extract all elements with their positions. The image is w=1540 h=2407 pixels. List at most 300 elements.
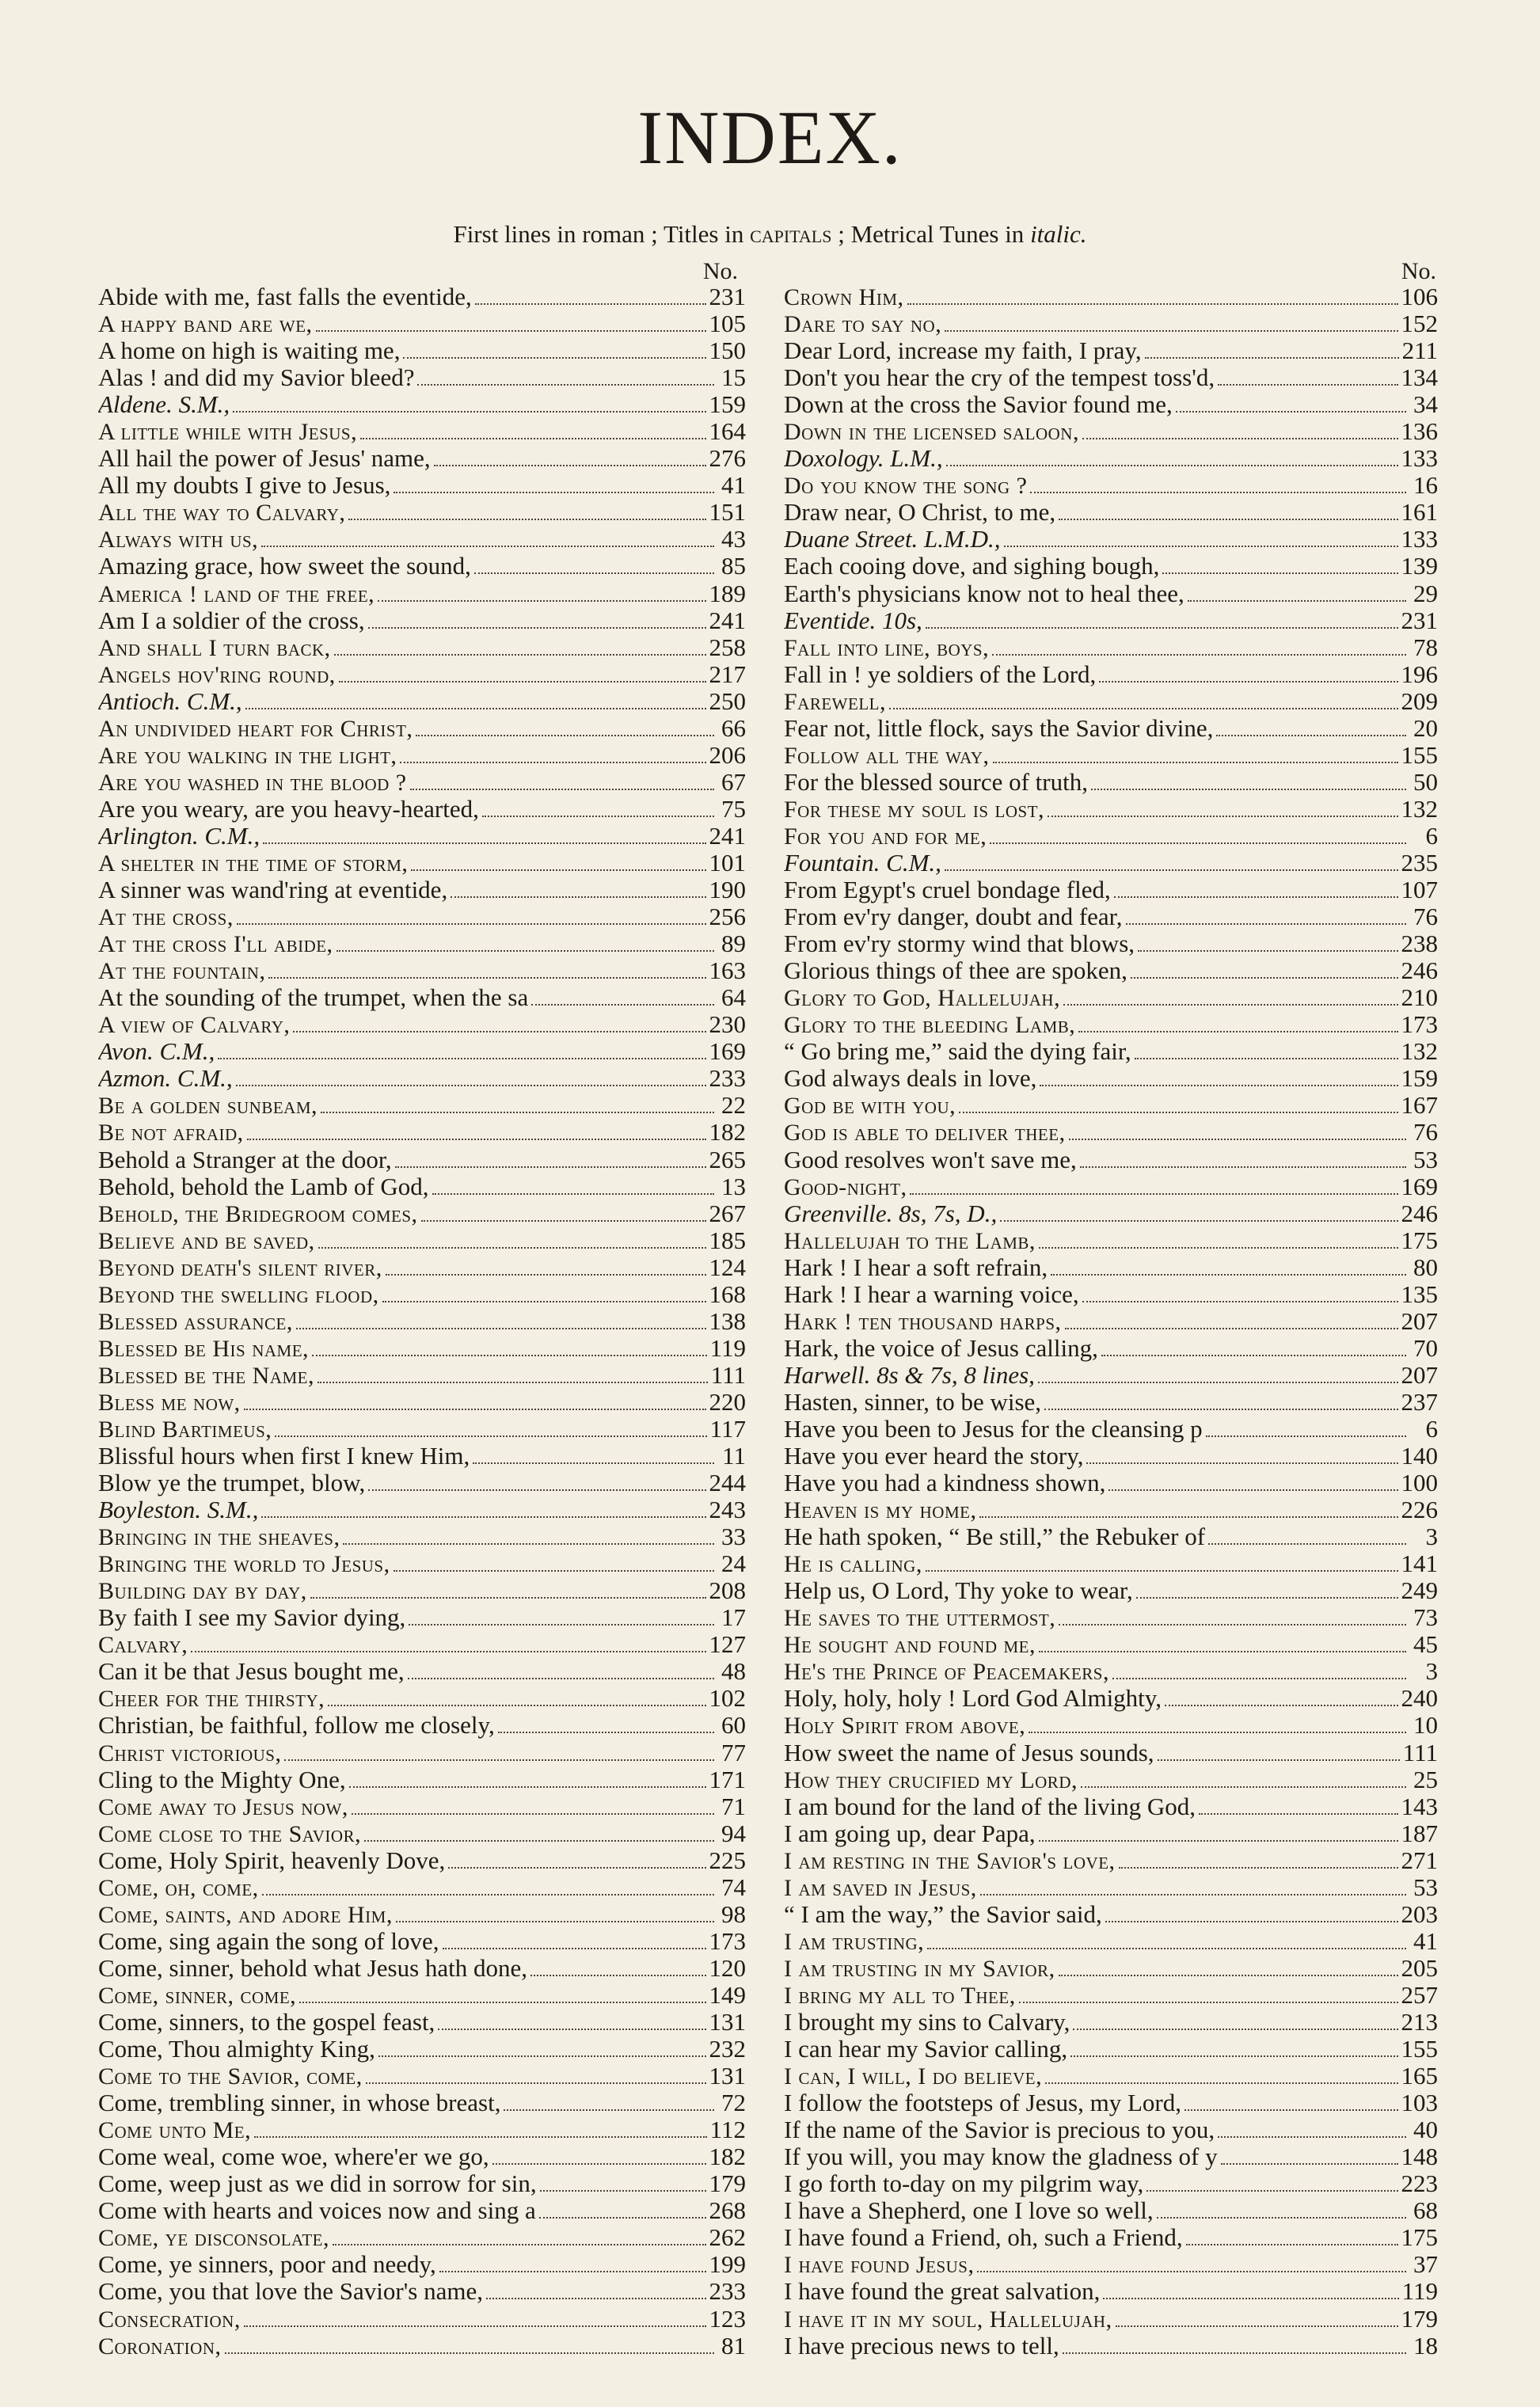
entry-text: At the cross,: [98, 904, 234, 931]
entry-text: Blessed assurance,: [98, 1308, 293, 1335]
entry-text: Bringing in the sheaves,: [98, 1524, 340, 1551]
dot-leader: [1114, 896, 1398, 898]
entry-text: Aldene. S.M.,: [98, 391, 230, 419]
dot-leader: [411, 869, 705, 871]
dot-leader: [408, 1678, 714, 1679]
hymn-number: 22: [721, 1092, 746, 1120]
index-entry: [98, 1038, 746, 1065]
index-entry: [784, 2333, 1438, 2359]
hymn-number: 127: [709, 1631, 746, 1659]
index-entry: [784, 1065, 1438, 1092]
entry-text: I am resting in the Savior's love,: [784, 1847, 1116, 1874]
entry-text: Coronation,: [98, 2333, 222, 2359]
dot-leader: [1080, 1166, 1406, 1168]
entry-text: Draw near, O Christ, to me,: [784, 499, 1056, 527]
index-entry: [784, 580, 1438, 607]
index-entry: [784, 445, 1438, 472]
hymn-number: 85: [721, 553, 746, 580]
dot-leader: [432, 1193, 714, 1195]
dot-leader: [926, 1570, 1398, 1572]
hymn-number: 231: [709, 283, 746, 310]
entry-text: Hark ! ten thousand harps,: [784, 1308, 1062, 1335]
index-entry: [98, 769, 746, 796]
legend-italic: italic.: [1030, 220, 1087, 248]
dot-leader: [1158, 1759, 1400, 1761]
entry-text: Blissful hours when first I knew Him,: [98, 1443, 470, 1470]
hymn-number: 25: [1413, 1766, 1438, 1793]
entry-text: Cheer for the thirsty,: [98, 1686, 325, 1713]
entry-text: God be with you,: [784, 1093, 956, 1120]
entry-text: Farewell,: [784, 688, 886, 715]
hymn-number: 76: [1413, 1119, 1438, 1146]
index-entry: [784, 2116, 1438, 2143]
entry-text: At the sounding of the trumpet, when the sa: [98, 984, 529, 1012]
hymn-number: 173: [709, 1927, 746, 1955]
dot-leader: [448, 1867, 705, 1869]
dot-leader: [1000, 1220, 1397, 1222]
index-entry: [98, 1577, 746, 1604]
hymn-number: 94: [721, 1820, 746, 1847]
dot-leader: [486, 2298, 706, 2299]
hymn-number: 164: [709, 418, 746, 446]
dot-leader: [275, 1435, 706, 1437]
entry-text: From ev'ry stormy wind that blows,: [784, 930, 1135, 958]
index-entry: [784, 688, 1438, 715]
hymn-number: 105: [709, 310, 746, 338]
entry-text: Be a golden sunbeam,: [98, 1093, 318, 1120]
hymn-number: 111: [710, 1361, 746, 1389]
hymn-number: 250: [709, 687, 746, 715]
entry-text: Follow all the way,: [784, 742, 990, 769]
entry-text: By faith I see my Savior dying,: [98, 1604, 406, 1632]
dot-leader: [262, 1894, 714, 1896]
entry-text: Good resolves won't save me,: [784, 1146, 1077, 1173]
index-entry: [784, 957, 1438, 984]
entry-text: How they crucified my Lord,: [784, 1766, 1078, 1793]
dot-leader: [1221, 2163, 1398, 2165]
index-entry: [98, 2009, 746, 2036]
dot-leader: [364, 1840, 714, 1842]
entry-text: Each cooing dove, and sighing bough,: [784, 553, 1160, 580]
index-entry: [98, 1173, 746, 1200]
entry-text: Crown Him,: [784, 284, 904, 310]
entry-text: At the fountain,: [98, 958, 266, 985]
index-entry: [784, 1362, 1438, 1389]
index-entry: [784, 1146, 1438, 1173]
entry-text: Avon. C.M.,: [98, 1038, 215, 1066]
entry-text: Hark, the voice of Jesus calling,: [784, 1334, 1098, 1362]
index-entry: [784, 1173, 1438, 1200]
dot-leader: [539, 2217, 706, 2219]
entry-text: Blessed be His name,: [98, 1335, 310, 1362]
hymn-number: 131: [709, 2009, 746, 2036]
dot-leader: [1039, 1840, 1398, 1842]
entry-text: Have you had a kindness shown,: [784, 1470, 1106, 1497]
dot-leader: [434, 465, 706, 466]
entry-text: How sweet the name of Jesus sounds,: [784, 1739, 1154, 1766]
dot-leader: [474, 572, 714, 574]
dot-leader: [1135, 1058, 1398, 1059]
index-entry: [98, 1254, 746, 1281]
hymn-number: 165: [1401, 2063, 1438, 2090]
index-entry: [98, 391, 746, 418]
hymn-number: 163: [709, 957, 746, 985]
hymn-number: 159: [709, 391, 746, 419]
index-entry: [784, 1577, 1438, 1604]
index-entry: [98, 2251, 746, 2278]
hymn-number: 168: [709, 1280, 746, 1308]
dot-leader: [945, 330, 1397, 332]
index-entry: [98, 1928, 746, 1955]
hymn-number: 235: [1401, 849, 1438, 876]
entry-text: Holy, holy, holy ! Lord God Almighty,: [784, 1685, 1162, 1713]
hymn-number: 132: [1401, 1038, 1438, 1066]
entry-text: Abide with me, fast falls the eventide,: [98, 283, 472, 310]
dot-leader: [368, 627, 706, 629]
index-entry: [98, 553, 746, 580]
dot-leader: [1145, 357, 1399, 359]
dot-leader: [979, 1516, 1397, 1518]
dot-leader: [1086, 1462, 1397, 1464]
entry-text: Hark ! I hear a warning voice,: [784, 1280, 1079, 1308]
hymn-number: 135: [1401, 1280, 1438, 1308]
entry-text: Glory to God, Hallelujah,: [784, 985, 1061, 1012]
entry-text: I am trusting,: [784, 1928, 925, 1955]
entry-text: Doxology. L.M.,: [784, 445, 943, 473]
hymn-number: 257: [1401, 1981, 1438, 2009]
dot-leader: [1126, 923, 1407, 925]
index-entry: [98, 1389, 746, 1416]
dot-leader: [927, 1948, 1406, 1949]
index-entry: [784, 1038, 1438, 1065]
dot-leader: [926, 627, 1398, 629]
dot-leader: [403, 357, 705, 359]
entry-text: Come, ye disconsolate,: [98, 2225, 330, 2252]
number-heading-right: No.: [1401, 258, 1436, 284]
hymn-number: 246: [1401, 957, 1438, 985]
hymn-number: 112: [709, 2116, 746, 2144]
entry-text: Dare to say no,: [784, 311, 942, 338]
index-entry: [98, 472, 746, 499]
entry-text: God always deals in love,: [784, 1065, 1037, 1093]
entry-text: I am trusting in my Savior,: [784, 1955, 1055, 1982]
index-entry: [98, 661, 746, 688]
hymn-number: 20: [1413, 714, 1438, 742]
entry-text: He saves to the uttermost,: [784, 1605, 1056, 1632]
hymn-number: 132: [1401, 795, 1438, 823]
entry-text: I have precious news to tell,: [784, 2332, 1059, 2359]
index-entry: [98, 2170, 746, 2197]
hymn-number: 230: [709, 1011, 746, 1039]
hymn-number: 133: [1401, 526, 1438, 553]
dot-leader: [218, 1058, 705, 1059]
hymn-number: 123: [709, 2305, 746, 2333]
dot-leader: [333, 2244, 705, 2245]
index-entry: [784, 526, 1438, 553]
index-entry: [98, 1011, 746, 1038]
hymn-number: 60: [721, 1712, 746, 1740]
hymn-number: 136: [1401, 418, 1438, 446]
hymn-number: 232: [709, 2036, 746, 2063]
entry-text: Fear not, little flock, says the Savior divine,: [784, 714, 1214, 742]
hymn-number: 103: [1401, 2089, 1438, 2117]
hymn-number: 111: [1402, 1739, 1438, 1766]
dot-leader: [328, 1705, 705, 1706]
dot-leader: [263, 842, 705, 844]
dot-leader: [990, 842, 1406, 844]
dot-leader: [245, 708, 706, 709]
hymn-number: 24: [721, 1550, 746, 1578]
entry-text: I have found a Friend, oh, such a Friend,: [784, 2224, 1183, 2252]
dot-leader: [1059, 1624, 1406, 1626]
hymn-number: 73: [1413, 1604, 1438, 1632]
dot-leader: [1218, 384, 1397, 386]
index-entry: [98, 607, 746, 634]
index-entry: [98, 903, 746, 930]
hymn-number: 6: [1425, 822, 1438, 850]
entry-text: Have you been to Jesus for the cleansing p: [784, 1415, 1203, 1443]
hymn-number: 268: [709, 2197, 746, 2225]
hymn-number: 238: [1401, 930, 1438, 958]
dot-leader: [1063, 1004, 1397, 1006]
dot-leader: [1119, 1867, 1398, 1869]
index-entry: [784, 2089, 1438, 2116]
index-entry: [98, 1200, 746, 1227]
dot-leader: [993, 762, 1398, 763]
hymn-number: 100: [1401, 1470, 1438, 1497]
index-column-left: [98, 260, 746, 2359]
dot-leader: [318, 1382, 708, 1383]
dot-leader: [247, 1139, 706, 1140]
entry-text: Heaven is my home,: [784, 1497, 977, 1524]
dot-leader: [1045, 2082, 1397, 2084]
entry-text: All hail the power of Jesus' name,: [98, 445, 431, 473]
index-entry: [98, 499, 746, 526]
dot-leader: [1059, 519, 1397, 520]
index-entry: [784, 283, 1438, 310]
entry-text: Dear Lord, increase my faith, I pray,: [784, 337, 1142, 365]
dot-leader: [498, 1732, 714, 1733]
index-entry: [98, 1443, 746, 1470]
dot-leader: [977, 2271, 1406, 2272]
hymn-number: 169: [1401, 1173, 1438, 1200]
hymn-number: 243: [709, 1496, 746, 1524]
dot-leader: [254, 2136, 707, 2138]
dot-leader: [1216, 735, 1406, 736]
dot-leader: [1162, 572, 1397, 574]
entry-text: And shall I turn back,: [98, 634, 331, 661]
dot-leader: [1103, 2298, 1398, 2299]
index-entry: [784, 2278, 1438, 2305]
hymn-number: 138: [709, 1307, 746, 1335]
dot-leader: [1078, 1031, 1397, 1032]
entry-text: Come, trembling sinner, in whose breast,: [98, 2089, 501, 2117]
entry-text: Calvary,: [98, 1632, 188, 1659]
dot-leader: [416, 735, 714, 736]
dot-leader: [910, 1193, 1397, 1195]
hymn-number: 262: [709, 2224, 746, 2252]
index-entry: [784, 1874, 1438, 1901]
index-entry: [98, 850, 746, 876]
index-entry: [98, 2333, 746, 2359]
entry-text: Come weal, come woe, where'er we go,: [98, 2143, 489, 2171]
index-entry: [98, 1631, 746, 1658]
dot-leader: [1029, 1732, 1406, 1733]
dot-leader: [945, 869, 1398, 871]
dot-leader: [268, 977, 705, 979]
entry-text: Do you know the song ?: [784, 473, 1028, 500]
entry-text: Blessed be the Name,: [98, 1362, 315, 1389]
entry-text: I go forth to-day on my pilgrim way,: [784, 2170, 1144, 2198]
hymn-number: 205: [1401, 1954, 1438, 1982]
index-entry: [98, 445, 746, 472]
index-entry: [98, 2089, 746, 2116]
dot-leader: [1039, 1651, 1406, 1652]
hymn-number: 53: [1413, 1873, 1438, 1901]
hymn-number: 18: [1413, 2332, 1438, 2359]
entry-text: Come, saints, and adore Him,: [98, 1901, 393, 1928]
entry-text: At the cross I'll abide,: [98, 931, 333, 958]
index-entry: [784, 1928, 1438, 1955]
entry-text: I am saved in Jesus,: [784, 1874, 977, 1901]
index-entry: [98, 1119, 746, 1146]
hymn-number: 10: [1413, 1712, 1438, 1740]
dot-leader: [1218, 2136, 1406, 2138]
dot-leader: [1199, 1813, 1397, 1815]
dot-leader: [443, 1948, 706, 1949]
entry-text: An undivided heart for Christ,: [98, 715, 413, 742]
dot-leader: [191, 1651, 705, 1652]
dot-leader: [1081, 1786, 1406, 1788]
hymn-number: 155: [1401, 2036, 1438, 2063]
index-entry: [98, 1955, 746, 1982]
entry-text: Fall into line, boys,: [784, 634, 990, 661]
hymn-number: 249: [1401, 1577, 1438, 1605]
dot-leader: [1112, 1678, 1406, 1679]
index-entry: [784, 634, 1438, 661]
entry-text: Come away to Jesus now,: [98, 1793, 348, 1820]
hymn-number: 139: [1401, 553, 1438, 580]
hymn-number: 179: [709, 2170, 746, 2198]
dot-leader: [889, 708, 1398, 709]
index-entry: [98, 1847, 746, 1874]
hymn-number: 13: [721, 1173, 746, 1200]
dot-leader: [1206, 1435, 1406, 1437]
dot-leader: [1146, 2190, 1397, 2192]
dot-leader: [531, 1004, 714, 1006]
entry-text: A home on high is waiting me,: [98, 337, 401, 365]
index-entry: [784, 1200, 1438, 1227]
index-entry: [784, 1092, 1438, 1119]
index-entry: [98, 1685, 746, 1712]
dot-leader: [395, 1166, 706, 1168]
dot-leader: [1131, 977, 1398, 979]
dot-leader: [1165, 1705, 1397, 1706]
hymn-number: 148: [1401, 2143, 1438, 2171]
index-entry: [98, 1065, 746, 1092]
index-entry: [98, 1874, 746, 1901]
hymn-number: 66: [721, 714, 746, 742]
index-entry: [784, 1550, 1438, 1577]
dot-leader: [492, 2163, 706, 2165]
dot-leader: [1004, 546, 1398, 547]
entry-text: I have it in my soul, Hallelujah,: [784, 2306, 1112, 2333]
dot-leader: [1208, 1543, 1406, 1545]
index-entry: [784, 1523, 1438, 1550]
index-entry: [98, 1281, 746, 1308]
entry-text: Come with hearts and voices now and sing a: [98, 2197, 536, 2225]
entry-text: Come, sinners, to the gospel feast,: [98, 2009, 435, 2036]
index-entry: [784, 2143, 1438, 2170]
dot-leader: [1186, 2244, 1398, 2245]
dot-leader: [410, 789, 714, 790]
index-entry: [784, 2009, 1438, 2036]
index-entry: [98, 1740, 746, 1766]
index-entry: [98, 310, 746, 337]
dot-leader: [360, 438, 705, 439]
dot-leader: [1099, 681, 1397, 683]
dot-leader: [368, 1489, 705, 1491]
dot-leader: [1030, 492, 1406, 493]
hymn-number: 107: [1401, 876, 1438, 904]
index-entry: [784, 1685, 1438, 1712]
entry-text: Hasten, sinner, to be wise,: [784, 1388, 1042, 1416]
hymn-number: 71: [721, 1793, 746, 1820]
entry-text: Bringing the world to Jesus,: [98, 1551, 390, 1578]
hymn-number: 48: [721, 1658, 746, 1686]
dot-leader: [312, 1355, 707, 1356]
index-entry: [98, 1308, 746, 1335]
index-entry: [98, 1550, 746, 1577]
index-entry: [98, 1658, 746, 1685]
dot-leader: [348, 519, 705, 520]
entry-text: A little while with Jesus,: [98, 419, 358, 446]
dot-leader: [530, 1975, 705, 1976]
hymn-number: 3: [1425, 1658, 1438, 1686]
index-entry: [98, 1604, 746, 1631]
index-entry: [784, 1011, 1438, 1038]
index-entry: [784, 1955, 1438, 1982]
hymn-number: 207: [1401, 1307, 1438, 1335]
entry-text: America ! land of the free,: [98, 580, 375, 607]
hymn-number: 81: [721, 2332, 746, 2359]
entry-text: Bless me now,: [98, 1389, 241, 1416]
dot-leader: [1063, 2352, 1406, 2354]
dot-leader: [296, 1328, 706, 1329]
dot-leader: [1065, 1328, 1398, 1329]
hymn-number: 3: [1425, 1523, 1438, 1551]
entry-text: A sinner was wand'ring at eventide,: [98, 876, 448, 904]
dot-leader: [451, 896, 705, 898]
entry-text: Harwell. 8s & 7s, 8 lines,: [784, 1361, 1035, 1389]
index-entry: [784, 796, 1438, 823]
dot-leader: [386, 1274, 706, 1276]
entry-text: Cling to the Mighty One,: [98, 1766, 346, 1793]
dot-leader: [284, 1759, 714, 1761]
index-entry: [784, 499, 1438, 526]
hymn-number: 189: [709, 580, 746, 607]
hymn-number: 187: [1401, 1820, 1438, 1847]
index-entry: [98, 688, 746, 715]
hymn-number: 106: [1401, 283, 1438, 310]
entry-text: Beyond the swelling flood,: [98, 1281, 379, 1308]
dot-leader: [540, 2190, 706, 2192]
index-entry: [784, 930, 1438, 957]
entry-text: Come, ye sinners, poor and needy,: [98, 2251, 436, 2279]
hymn-number: 256: [709, 903, 746, 931]
index-entry: [784, 903, 1438, 930]
index-entry: [98, 526, 746, 553]
